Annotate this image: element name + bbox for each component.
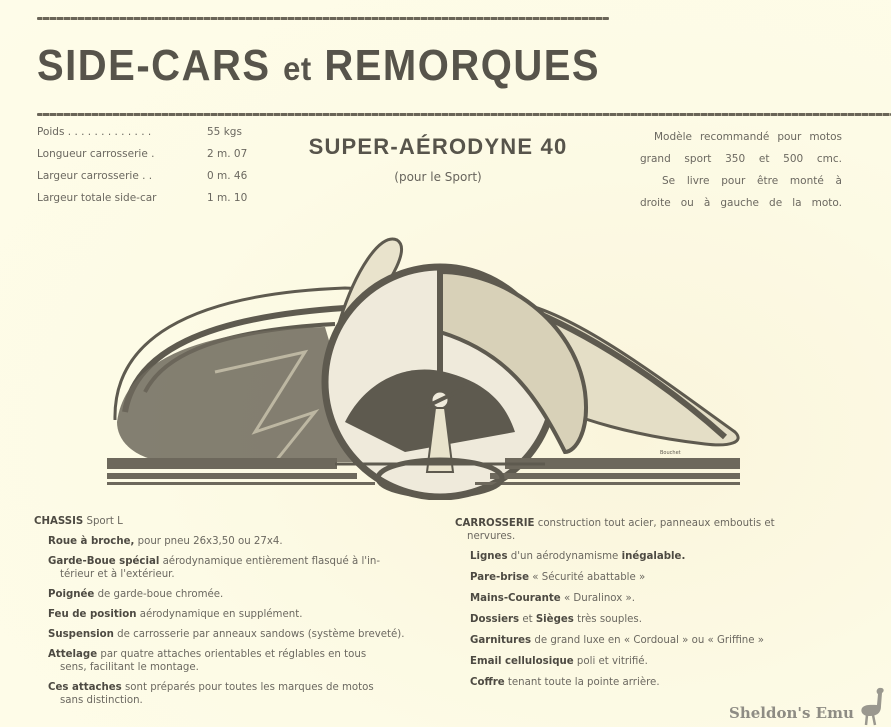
item-term: Ces attaches [48, 682, 122, 693]
title-remorques: REMORQUES [324, 42, 601, 90]
spec-label: Longueur carrosserie . [37, 148, 155, 160]
carrosserie-heading [455, 517, 840, 543]
item-text: de grand luxe en « Cordoual » ou « Griffine » [531, 635, 764, 646]
spec-row [37, 170, 247, 192]
item-text: tenant toute la pointe arrière. [504, 677, 660, 688]
carrosserie-item [455, 634, 840, 647]
item-term: Email cellulosique [470, 656, 574, 667]
spec-label: Poids . . . . . . . . . . . . . [37, 126, 152, 138]
item-text: pour pneu 26x3,50 ou 27x4. [134, 536, 283, 547]
item-term: Pare-brise [470, 572, 530, 583]
illustrator-signature: Bouchet [660, 450, 681, 456]
spec-row [37, 148, 247, 170]
chassis-item [34, 535, 419, 548]
spec-value: 1 m. 10 [207, 192, 248, 204]
item-term: Dossiers [470, 614, 520, 625]
carrosserie-item [455, 550, 840, 563]
item-text-2: très souples. [573, 614, 642, 625]
spec-label: Largeur totale side-car [37, 192, 157, 204]
item-term: Roue à broche, [48, 536, 135, 547]
chassis-item [34, 608, 419, 621]
carrosserie-item [455, 592, 840, 605]
item-continuation: sans distinction. [60, 695, 143, 706]
carrosserie-heading-bold: CARROSSERIE [455, 518, 535, 529]
carrosserie-heading-continuation: nervures. [467, 531, 516, 542]
item-continuation: térieur et à l'extérieur. [60, 569, 175, 580]
page-title [37, 42, 600, 91]
item-text: sont préparés pour toutes les marques de motos [121, 682, 374, 693]
recommendation-text [640, 126, 842, 214]
chassis-heading [34, 515, 419, 528]
carrosserie-item [455, 655, 840, 668]
model-subtitle: (pour le Sport) [394, 170, 482, 184]
item-text: de carrosserie par anneaux sandows (système breveté). [113, 629, 405, 640]
item-text: aérodynamique en supplément. [136, 609, 303, 620]
item-term: Poignée [48, 589, 95, 600]
item-text: par quatre attaches orientables et réglables en tous [97, 649, 367, 660]
watermark-text: Sheldon's Emu [729, 704, 854, 722]
model-name: SUPER-AÉRODYNE 40 [308, 134, 568, 159]
spec-value: 0 m. 46 [207, 170, 248, 182]
item-term: Mains-Courante [470, 593, 561, 604]
item-text: « Sécurité abattable » [529, 572, 646, 583]
spec-row [37, 192, 247, 214]
recommendation-line: Modèle recommandé pour motos [654, 131, 842, 143]
recommendation-line: droite ou à gauche de la moto. [640, 197, 842, 209]
carrosserie-item [455, 571, 840, 584]
chassis-heading-bold: CHASSIS [34, 516, 84, 527]
item-term: Suspension [48, 629, 114, 640]
chassis-item [34, 555, 419, 581]
spec-value: 2 m. 07 [207, 148, 248, 160]
item-text: de garde-boue chromée. [94, 589, 224, 600]
title-sidecars: SIDE-CARS [37, 42, 271, 90]
item-term: Garnitures [470, 635, 532, 646]
carrosserie-item [455, 613, 840, 626]
recommendation-line: grand sport 350 et 500 cmc. [640, 153, 842, 165]
sidecar-illustration [105, 232, 745, 500]
item-term: Lignes [470, 551, 508, 562]
item-continuation: sens, facilitant le montage. [60, 662, 199, 673]
item-text: d'un aérodynamisme [507, 551, 622, 562]
item-term-2: inégalable. [621, 551, 686, 562]
chassis-item [34, 681, 419, 707]
carrosserie-section [455, 517, 840, 697]
chassis-item [34, 588, 419, 601]
carrosserie-heading-rest: construction tout acier, panneaux emboutis et [534, 518, 775, 529]
top-ornamental-rule [37, 16, 609, 21]
item-text: aérodynamique entièrement flasqué à l'in- [159, 556, 381, 567]
item-text: « Duralinox ». [560, 593, 635, 604]
chassis-item [34, 648, 419, 674]
chassis-item [34, 628, 419, 641]
chassis-heading-rest: Sport L [86, 516, 123, 527]
item-term: Attelage [48, 649, 98, 660]
spec-row [37, 126, 247, 148]
middle-ornamental-rule [37, 112, 891, 117]
spec-label: Largeur carrosserie . . [37, 170, 153, 182]
carrosserie-item [455, 676, 840, 689]
item-term: Garde-Boue spécial [48, 556, 160, 567]
item-term-2: Sièges [535, 614, 574, 625]
item-text: poli et vitrifié. [573, 656, 648, 667]
spec-value: 55 kgs [207, 126, 242, 138]
emu-icon [857, 686, 889, 726]
recommendation-line: Se livre pour être monté à [662, 175, 842, 187]
item-text: et [519, 614, 536, 625]
title-et: et [283, 49, 312, 88]
chassis-section [34, 515, 419, 714]
item-term: Coffre [470, 677, 505, 688]
specifications-list [37, 126, 247, 214]
item-term: Feu de position [48, 609, 137, 620]
